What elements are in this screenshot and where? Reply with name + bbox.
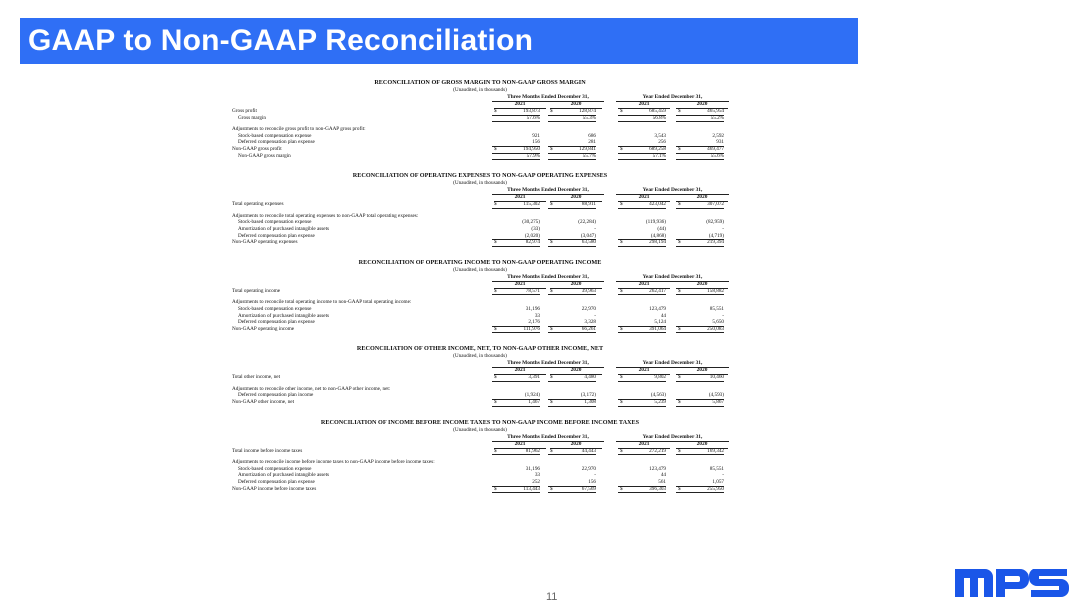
year-2021-label: 2021 [494, 367, 546, 375]
row-value: 123,479 [649, 465, 666, 472]
table-row [230, 459, 730, 466]
row-value: 10,460 [676, 374, 724, 382]
year-2020-label: 2020 [550, 281, 602, 289]
row-value: 5,239 [618, 399, 666, 407]
currency-symbol: $ [620, 325, 623, 332]
currency-symbol: $ [494, 108, 497, 114]
table-row [230, 139, 730, 146]
section-subtitle: (Unaudited, in thousands) [453, 180, 507, 187]
table-row [230, 479, 730, 486]
row-label: Adjustments to reconcile other income, net to non-GAAP other income, net: [232, 385, 391, 392]
mps-logo [953, 561, 1071, 601]
row-value: 5,650 [676, 319, 724, 327]
year-2021-label: 2021 [494, 101, 546, 109]
section-title: RECONCILIATION OF OPERATING INCOME TO NON-GAAP OPERATING INCOME [358, 258, 602, 266]
year-2020-label: 2020 [676, 281, 728, 289]
row-value: (1,924) [492, 392, 540, 400]
row-label: Non-GAAP gross profit [232, 145, 282, 152]
section-subtitle: (Unaudited, in thousands) [453, 353, 507, 360]
row-value: 396,303 [618, 486, 666, 494]
row-value: (4,719) [676, 233, 724, 241]
row-value: 128,874 [548, 108, 596, 116]
currency-symbol: $ [678, 201, 681, 208]
currency-symbol: $ [494, 287, 497, 294]
row-label: Deferred compensation plan expense [238, 479, 315, 486]
row-value: 66,261 [548, 326, 596, 334]
row-value: 921 [532, 132, 540, 139]
three-months-header: Three Months Ended December 31, [492, 360, 604, 368]
currency-symbol: $ [494, 145, 497, 152]
row-label: Adjustments to reconcile total operating expenses to non-GAAP total operating expenses: [232, 212, 419, 219]
reconciliation-section [230, 172, 730, 246]
row-value: 262,417 [618, 288, 666, 296]
year-2021-label: 2021 [494, 194, 546, 202]
section-title: RECONCILIATION OF GROSS MARGIN TO NON-GAAP GROSS MARGIN [374, 79, 586, 86]
currency-symbol: $ [494, 201, 497, 208]
row-value: 250,083 [676, 326, 724, 334]
row-value: 685,459 [618, 108, 666, 116]
row-value: 82,974 [492, 239, 540, 247]
row-value: 55.2% [676, 115, 724, 123]
row-value: - [722, 472, 724, 479]
reconciliation-section [230, 419, 730, 493]
row-label: Deferred compensation plan expense [238, 139, 315, 146]
year-2020-label: 2020 [550, 441, 602, 449]
currency-symbol: $ [550, 325, 553, 332]
table-row [230, 219, 730, 226]
row-value: 88,911 [548, 201, 596, 209]
row-value: (3,047) [548, 233, 596, 241]
row-label: Non-GAAP gross margin [238, 152, 291, 159]
row-label: Deferred compensation plan income [238, 392, 314, 399]
row-value: 3,391 [492, 374, 540, 382]
currency-symbol: $ [678, 485, 681, 492]
row-value: 33 [534, 472, 540, 479]
currency-symbol: $ [550, 374, 553, 381]
year-2021-label: 2021 [618, 367, 670, 375]
row-label: Gross profit [232, 108, 257, 114]
table-row [230, 126, 730, 133]
row-value: 158,882 [676, 288, 724, 296]
currency-symbol: $ [620, 374, 623, 381]
row-label: Non-GAAP other income, net [232, 399, 295, 406]
row-value: (4,563) [618, 392, 666, 400]
reconciliation-section [230, 345, 730, 405]
column-header [230, 274, 730, 288]
year-2020-label: 2020 [676, 441, 728, 449]
currency-symbol: $ [678, 325, 681, 332]
year-2021-label: 2021 [618, 441, 670, 449]
row-value: 1,467 [492, 399, 540, 407]
currency-symbol: $ [620, 447, 623, 454]
year-2020-label: 2020 [676, 101, 728, 109]
row-value: 57.6% [492, 115, 540, 123]
section-subtitle: (Unaudited, in thousands) [453, 426, 507, 433]
currency-symbol: $ [550, 201, 553, 208]
column-header [230, 360, 730, 374]
row-value: 56.8% [618, 115, 666, 123]
three-months-header: Three Months Ended December 31, [492, 94, 604, 102]
column-header [230, 434, 730, 448]
section-title: RECONCILIATION OF OTHER INCOME, NET, TO NON-GAAP OTHER INCOME, NET [356, 345, 604, 353]
row-value: 5,867 [676, 399, 724, 407]
row-label: Amortization of purchased intangible assets [238, 225, 330, 232]
year-2020-label: 2020 [676, 194, 728, 202]
currency-symbol: $ [620, 108, 623, 114]
currency-symbol: $ [678, 374, 681, 381]
row-value: (4,868) [618, 233, 666, 241]
currency-symbol: $ [550, 447, 553, 454]
currency-symbol: $ [494, 485, 497, 492]
row-value: 156 [548, 479, 596, 487]
row-value: 44 [660, 312, 666, 319]
reconciliation-section [230, 259, 730, 333]
currency-symbol: $ [620, 485, 623, 492]
row-value: 193,873 [492, 108, 540, 116]
section-title: RECONCILIATION OF INCOME BEFORE INCOME TAXES TO NON-GAAP INCOME BEFORE INCOME TAXES [320, 418, 640, 426]
row-value: 57.9% [492, 153, 540, 161]
row-label: Non-GAAP income before income taxes [232, 485, 317, 492]
table-row [230, 319, 730, 326]
row-value: 256 [618, 139, 666, 147]
row-label: Non-GAAP operating income [232, 325, 295, 332]
table-row [230, 306, 730, 313]
row-value: 85,551 [709, 465, 724, 472]
year-2021-label: 2021 [494, 281, 546, 289]
row-value: 55.6% [676, 153, 724, 161]
title-banner [20, 18, 858, 64]
row-label: Adjustments to reconcile gross profit to non-GAAP gross profit: [232, 126, 366, 133]
currency-symbol: $ [494, 374, 497, 381]
row-value: 44 [660, 472, 666, 479]
row-label: Amortization of purchased intangible assets [238, 312, 330, 319]
row-value: 194,950 [492, 146, 540, 154]
row-value: 115,302 [492, 201, 540, 209]
row-value: 4,480 [548, 374, 596, 382]
row-value: 465,954 [676, 108, 724, 116]
currency-symbol: $ [550, 399, 553, 406]
currency-symbol: $ [494, 239, 497, 246]
row-value: (33) [531, 225, 540, 232]
row-value: 123,479 [649, 305, 666, 312]
row-value: (4,593) [676, 392, 724, 400]
year-2021-label: 2021 [494, 441, 546, 449]
currency-symbol: $ [678, 108, 681, 114]
row-value: 111,976 [492, 326, 540, 334]
row-value: (3,172) [548, 392, 596, 400]
table-row [230, 374, 730, 381]
row-label: Amortization of purchased intangible assets [238, 472, 330, 479]
currency-symbol: $ [550, 108, 553, 114]
row-value: 9,802 [618, 374, 666, 382]
row-value: - [722, 225, 724, 232]
row-value: 5,124 [618, 319, 666, 327]
row-value: 156 [492, 139, 540, 147]
currency-symbol: $ [494, 447, 497, 454]
three-months-header: Three Months Ended December 31, [492, 187, 604, 195]
table-row [230, 399, 730, 406]
table-row [230, 233, 730, 240]
row-value: 129,841 [548, 146, 596, 154]
reconciliation-document [230, 79, 730, 505]
table-row [230, 448, 730, 455]
currency-symbol: $ [494, 325, 497, 332]
row-value: 31,196 [525, 305, 540, 312]
row-value: 55.7% [548, 153, 596, 161]
currency-symbol: $ [550, 485, 553, 492]
row-label: Adjustments to reconcile income before income taxes to non-GAAP income before income taxes: [232, 459, 435, 466]
row-label: Total income before income taxes [232, 447, 303, 454]
row-value: 2,592 [712, 132, 724, 139]
row-value: 31,196 [525, 465, 540, 472]
row-label: Total other income, net [232, 374, 281, 381]
row-value: 469,477 [676, 146, 724, 154]
row-label: Total operating income [232, 287, 281, 294]
table-row [230, 201, 730, 208]
row-label: Stock-based compensation expense [238, 132, 312, 139]
row-label: Stock-based compensation expense [238, 305, 312, 312]
currency-symbol: $ [620, 145, 623, 152]
row-value: 686 [588, 132, 596, 139]
row-value: 1,057 [676, 479, 724, 487]
row-label: Deferred compensation plan expense [238, 319, 315, 326]
year-2021-label: 2021 [618, 194, 670, 202]
row-value: - [594, 225, 596, 232]
currency-symbol: $ [620, 239, 623, 246]
row-value: (30,275) [522, 219, 540, 226]
currency-symbol: $ [678, 145, 681, 152]
row-value: 81,962 [492, 448, 540, 456]
row-value: 689,258 [618, 146, 666, 154]
row-value: 931 [676, 139, 724, 147]
row-value: 255,950 [676, 486, 724, 494]
row-value: 39,963 [548, 288, 596, 296]
reconciliation-section [230, 79, 730, 159]
row-value: 85,551 [709, 305, 724, 312]
row-value: 44,443 [548, 448, 596, 456]
currency-symbol: $ [620, 399, 623, 406]
currency-symbol: $ [678, 239, 681, 246]
row-value: - [594, 472, 596, 479]
page-title: GAAP to Non-GAAP Reconciliation [28, 24, 534, 57]
currency-symbol: $ [678, 447, 681, 454]
year-header: Year Ended December 31, [616, 94, 729, 102]
year-2020-label: 2020 [550, 194, 602, 202]
row-value: 219,394 [676, 239, 724, 247]
currency-symbol: $ [550, 287, 553, 294]
year-header: Year Ended December 31, [616, 187, 729, 195]
row-value: 281 [548, 139, 596, 147]
row-label: Deferred compensation plan expense [238, 232, 315, 239]
table-row [230, 115, 730, 122]
currency-symbol: $ [494, 399, 497, 406]
section-subtitle: (Unaudited, in thousands) [453, 87, 507, 93]
three-months-header: Three Months Ended December 31, [492, 434, 604, 442]
page-number: 11 [546, 591, 558, 603]
row-value: 55.3% [548, 115, 596, 123]
row-value: 1,308 [548, 399, 596, 407]
currency-symbol: $ [550, 239, 553, 246]
row-value: 252 [492, 479, 540, 487]
year-2020-label: 2020 [550, 101, 602, 109]
table-row [230, 146, 730, 153]
row-label: Stock-based compensation expense [238, 465, 312, 472]
row-value: 169,342 [676, 448, 724, 456]
row-value: 57.1% [618, 153, 666, 161]
row-value: (44) [657, 225, 666, 232]
currency-symbol: $ [678, 287, 681, 294]
row-value: - [594, 312, 596, 319]
table-row [230, 153, 730, 160]
row-value: 63,580 [548, 239, 596, 247]
table-row [230, 299, 730, 306]
table-row [230, 108, 730, 115]
row-value: 307,072 [676, 201, 724, 209]
year-2020-label: 2020 [550, 367, 602, 375]
row-value: (82,959) [706, 219, 724, 226]
row-value: (119,936) [645, 219, 666, 226]
row-value: 3,328 [548, 319, 596, 327]
table-row [230, 239, 730, 246]
row-label: Gross margin [238, 114, 267, 121]
row-value: (2,020) [492, 233, 540, 241]
table-row [230, 326, 730, 333]
section-title: RECONCILIATION OF OPERATING EXPENSES TO NON-GAAP OPERATING EXPENSES [352, 172, 608, 180]
year-header: Year Ended December 31, [616, 360, 729, 368]
row-label: Stock-based compensation expense [238, 219, 312, 226]
year-header: Year Ended December 31, [616, 274, 729, 282]
row-label: Non-GAAP operating expenses [232, 239, 298, 246]
row-value: 3,543 [654, 132, 666, 139]
row-value: 423,042 [618, 201, 666, 209]
row-value: 391,064 [618, 326, 666, 334]
row-value: 2,176 [492, 319, 540, 327]
row-value: 78,571 [492, 288, 540, 296]
table-row [230, 392, 730, 399]
row-value: - [722, 312, 724, 319]
year-header: Year Ended December 31, [616, 434, 729, 442]
row-value: 561 [618, 479, 666, 487]
row-value: 22,970 [581, 465, 596, 472]
row-value: (22,284) [578, 219, 596, 226]
currency-symbol: $ [678, 399, 681, 406]
row-label: Adjustments to reconcile total operating income to non-GAAP total operating income: [232, 299, 412, 306]
row-value: 298,194 [618, 239, 666, 247]
row-value: 272,219 [618, 448, 666, 456]
column-header [230, 94, 730, 108]
table-row [230, 486, 730, 493]
currency-symbol: $ [550, 145, 553, 152]
section-subtitle: (Unaudited, in thousands) [453, 266, 507, 273]
currency-symbol: $ [620, 287, 623, 294]
row-label: Total operating expenses [232, 201, 284, 208]
row-value: 33 [534, 312, 540, 319]
year-2020-label: 2020 [676, 367, 728, 375]
row-value: 67,569 [548, 486, 596, 494]
year-2021-label: 2021 [618, 101, 670, 109]
three-months-header: Three Months Ended December 31, [492, 274, 604, 282]
year-2021-label: 2021 [618, 281, 670, 289]
row-value: 22,970 [581, 305, 596, 312]
column-header [230, 187, 730, 201]
table-row [230, 288, 730, 295]
currency-symbol: $ [620, 201, 623, 208]
table-row [230, 226, 730, 233]
row-value: 113,443 [492, 486, 540, 494]
